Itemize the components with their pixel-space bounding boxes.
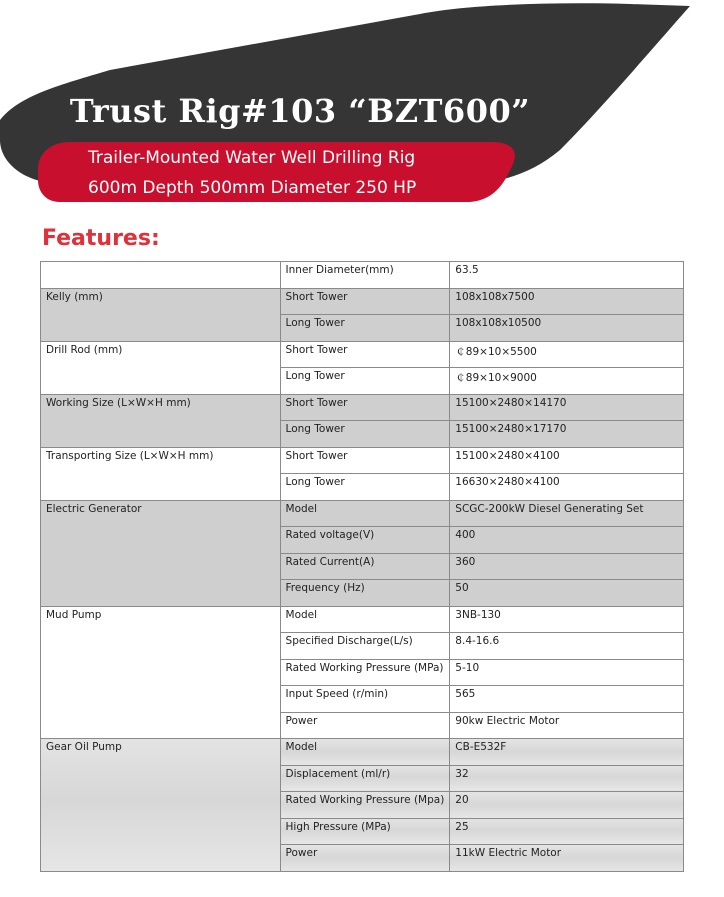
category-cell [41, 262, 281, 289]
param-cell: Power [280, 712, 450, 739]
value-cell: 50 [450, 580, 684, 607]
param-cell: Model [280, 606, 450, 633]
param-cell: Long Tower [280, 421, 450, 448]
value-cell: 5-10 [450, 659, 684, 686]
param-cell: Short Tower [280, 447, 450, 474]
table-row [41, 262, 684, 289]
table-row [41, 394, 684, 421]
value-cell: ￠89×10×5500 [450, 341, 684, 368]
value-cell: 8.4-16.6 [450, 633, 684, 660]
param-cell: Power [280, 845, 450, 872]
param-cell: Rated Working Pressure (Mpa) [280, 792, 450, 819]
param-cell: Long Tower [280, 368, 450, 395]
specs-table [40, 261, 684, 872]
value-cell: 15100×2480×17170 [450, 421, 684, 448]
subtitle-line-1: Trailer-Mounted Water Well Drilling Rig [88, 148, 416, 168]
value-cell: SCGC-200kW Diesel Generating Set [450, 500, 684, 527]
value-cell: 15100×2480×4100 [450, 447, 684, 474]
value-cell: 400 [450, 527, 684, 554]
page-title: Trust Rig#103 “BZT600” [69, 92, 531, 130]
value-cell: 90kw Electric Motor [450, 712, 684, 739]
category-cell: Kelly (mm) [41, 288, 281, 341]
category-cell: Gear Oil Pump [41, 739, 281, 872]
param-cell: Inner Diameter(mm) [280, 262, 450, 289]
param-cell: Long Tower [280, 474, 450, 501]
param-cell: Displacement (ml/r) [280, 765, 450, 792]
table-row [41, 341, 684, 368]
subtitle-line-2: 600m Depth 500mm Diameter 250 HP [88, 178, 417, 198]
table-row [41, 606, 684, 633]
param-cell: Specified Discharge(L/s) [280, 633, 450, 660]
param-cell: High Pressure (MPa) [280, 818, 450, 845]
value-cell: 63.5 [450, 262, 684, 289]
value-cell: CB-E532F [450, 739, 684, 766]
param-cell: Short Tower [280, 394, 450, 421]
value-cell: 25 [450, 818, 684, 845]
table-row [41, 447, 684, 474]
value-cell: 15100×2480×14170 [450, 394, 684, 421]
param-cell: Model [280, 739, 450, 766]
table-row [41, 500, 684, 527]
param-cell: Rated Working Pressure (MPa) [280, 659, 450, 686]
value-cell: 32 [450, 765, 684, 792]
value-cell: 108x108x10500 [450, 315, 684, 342]
features-heading: Features: [42, 226, 160, 251]
table-row [41, 739, 684, 766]
value-cell: 20 [450, 792, 684, 819]
param-cell: Rated voltage(V) [280, 527, 450, 554]
value-cell: 565 [450, 686, 684, 713]
value-cell: 11kW Electric Motor [450, 845, 684, 872]
param-cell: Model [280, 500, 450, 527]
value-cell: 3NB-130 [450, 606, 684, 633]
category-cell: Electric Generator [41, 500, 281, 606]
param-cell: Short Tower [280, 341, 450, 368]
value-cell: ￠89×10×9000 [450, 368, 684, 395]
value-cell: 16630×2480×4100 [450, 474, 684, 501]
param-cell: Rated Current(A) [280, 553, 450, 580]
param-cell: Long Tower [280, 315, 450, 342]
param-cell: Short Tower [280, 288, 450, 315]
category-cell: Transporting Size (L×W×H mm) [41, 447, 281, 500]
category-cell: Mud Pump [41, 606, 281, 739]
category-cell: Drill Rod (mm) [41, 341, 281, 394]
value-cell: 360 [450, 553, 684, 580]
param-cell: Input Speed (r/min) [280, 686, 450, 713]
param-cell: Frequency (Hz) [280, 580, 450, 607]
value-cell: 108x108x7500 [450, 288, 684, 315]
category-cell: Working Size (L×W×H mm) [41, 394, 281, 447]
table-row [41, 288, 684, 315]
